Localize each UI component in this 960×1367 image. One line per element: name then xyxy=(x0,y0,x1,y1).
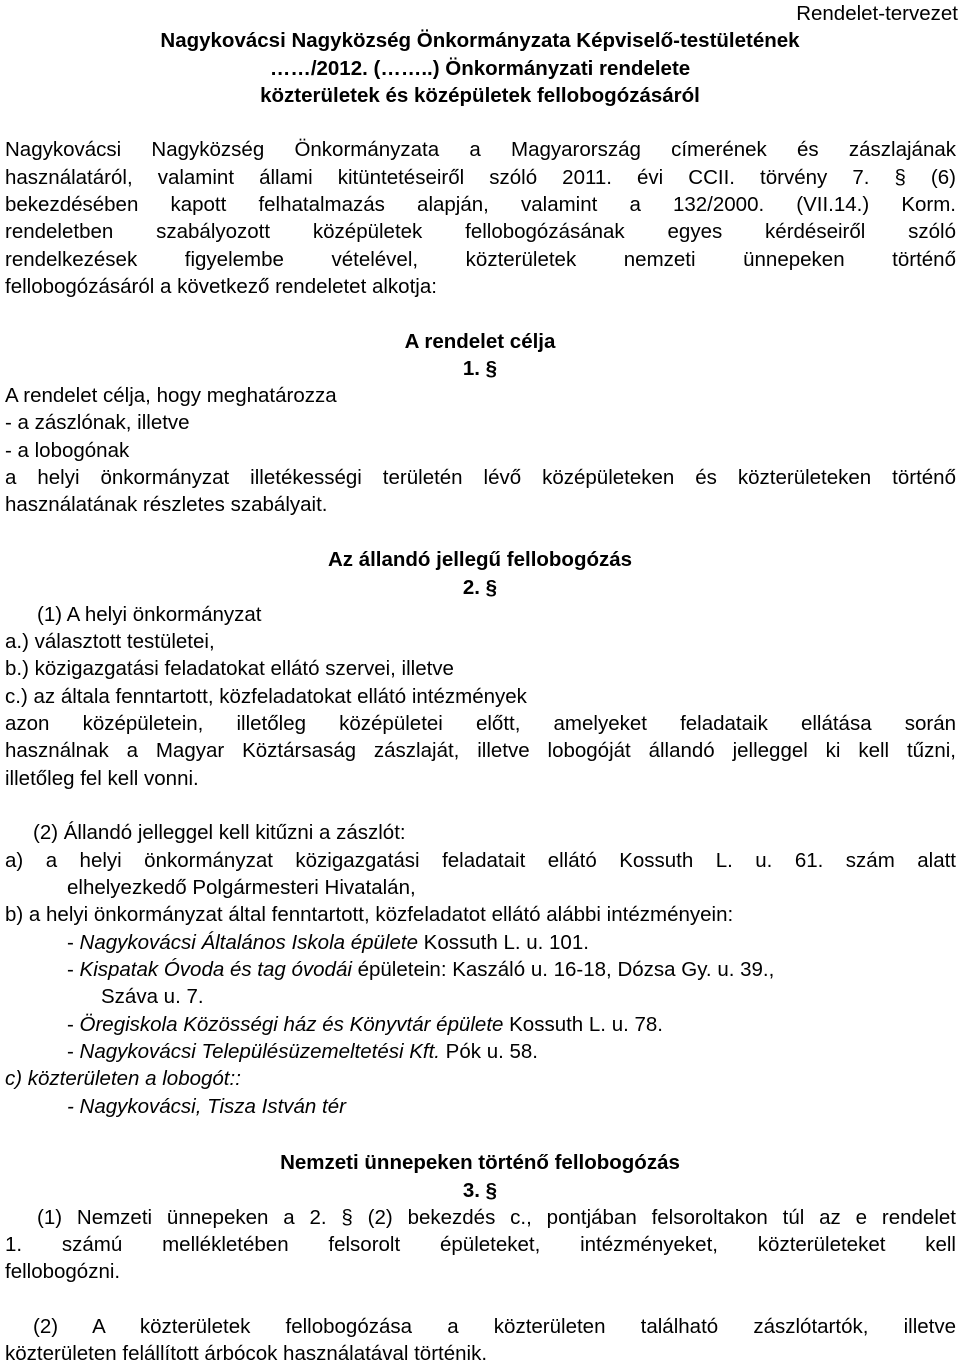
institution-address: Kossuth L. u. 78. xyxy=(503,1013,663,1036)
item-dash: - xyxy=(67,931,80,954)
section-number: 3. § xyxy=(462,1179,498,1202)
preamble-line: rendelkezések figyelembe vételével, közterületek nemzeti ünnepeken történő xyxy=(5,248,956,271)
institution-address: épületein: Kaszáló u. 16-18, Dózsa Gy. u. 39., xyxy=(351,958,775,981)
institution-item xyxy=(67,929,956,956)
list-item: a) a helyi önkormányzat közigazgatási feladatait ellátó Kossuth L. u. 61. szám alatt xyxy=(5,849,956,872)
body-line: 1. számú mellékletében felsorolt épületeket, intézményeket, közterületeket kell xyxy=(5,1233,956,1256)
body-line: közterületen felállított árbócok használatával történik. xyxy=(5,1342,488,1365)
paragraph-intro: (2) Állandó jelleggel kell kitűzni a zászlót: xyxy=(33,821,406,844)
section-heading: Az állandó jellegű fellobogózás xyxy=(327,548,633,571)
body-line: a helyi önkormányzat illetékességi területén lévő középületeken és közterületeken történő xyxy=(5,466,956,489)
draft-label: Rendelet-tervezet xyxy=(796,2,958,25)
institution-name: Nagykovácsi Településüzemeltetési Kft. xyxy=(79,1040,440,1063)
list-item: - Nagykovácsi, Tisza István tér xyxy=(67,1095,346,1118)
institution-item xyxy=(67,1038,956,1065)
institution-item xyxy=(67,1011,956,1038)
item-dash: - xyxy=(67,1013,80,1036)
section-intro: A rendelet célja, hogy meghatározza xyxy=(5,384,337,407)
document-title-line-3: közterületek és középületek fellobogózásáról xyxy=(260,84,700,107)
preamble-line: bekezdésében kapott felhatalmazás alapján, valamint a 132/2000. (VII.14.) Korm. xyxy=(5,193,956,216)
section-number: 1. § xyxy=(462,357,498,380)
item-dash: - xyxy=(67,958,80,981)
institution-name: Kispatak Óvoda és tag óvodái xyxy=(79,958,352,981)
institution-item xyxy=(67,956,955,983)
body-line: azon középületein, illetőleg középületei előtt, amelyeket feladataik ellátása során xyxy=(5,712,956,735)
institution-name: Öregiskola Közösségi ház és Könyvtár épülete xyxy=(79,1013,504,1036)
document-title-line-1: Nagykovácsi Nagyközség Önkormányzata Képviselő-testületének xyxy=(160,29,800,52)
body-line: illetőleg fel kell vonni. xyxy=(5,767,199,790)
body-line: használnak a Magyar Köztársaság zászlaját, illetve lobogóját állandó jelleggel ki kell tűzni, xyxy=(5,739,956,762)
item-dash: - xyxy=(67,1040,80,1063)
list-item: c) közterületen a lobogót:: xyxy=(5,1067,241,1090)
institution-item-continuation xyxy=(101,983,956,1010)
list-item: b) a helyi önkormányzat által fenntartott, közfeladatot ellátó alábbi intézményein: xyxy=(5,903,734,926)
document-title-line-2: ……/2012. (……..) Önkormányzati rendelete xyxy=(269,57,691,80)
list-item: b.) közigazgatási feladatokat ellátó szervei, illetve xyxy=(5,657,454,680)
body-line: fellobogózni. xyxy=(5,1260,121,1283)
paragraph-intro: (1) A helyi önkormányzat xyxy=(37,603,262,626)
list-item: - a zászlónak, illetve xyxy=(5,411,190,434)
institution-address: Kossuth L. u. 101. xyxy=(417,931,589,954)
section-heading: A rendelet célja xyxy=(404,330,556,353)
institution-name: Nagykovácsi Általános Iskola épülete xyxy=(79,931,418,954)
list-item: c.) az általa fenntartott, közfeladatokat ellátó intézmények xyxy=(5,685,527,708)
preamble-line: Nagykovácsi Nagyközség Önkormányzata a Magyarország címerének és zászlajának xyxy=(5,138,956,161)
preamble-line: használatáról, valamint állami kitüntetéseiről szóló 2011. évi CCII. törvény 7. § (6) xyxy=(5,166,956,189)
body-line: (1) Nemzeti ünnepeken a 2. § (2) bekezdés c., pontjában felsoroltakon túl az e rendelet xyxy=(37,1206,956,1229)
list-item: - a lobogónak xyxy=(5,439,130,462)
section-number: 2. § xyxy=(462,576,498,599)
institution-address: Száva u. 7. xyxy=(101,985,204,1008)
body-line: (2) A közterületek fellobogózása a közterületen található zászlótartók, illetve xyxy=(33,1315,956,1338)
preamble-line: rendeletben szabályozott középületek fellobogózásának egyes kérdéseiről szóló xyxy=(5,220,956,243)
preamble-line: fellobogózásáról a következő rendeletet alkotja: xyxy=(5,275,437,298)
list-item-continuation: elhelyezkedő Polgármesteri Hivatalán, xyxy=(67,876,416,899)
section-heading: Nemzeti ünnepeken történő fellobogózás xyxy=(280,1151,680,1174)
body-line: használatának részletes szabályait. xyxy=(5,493,328,516)
institution-address: Pók u. 58. xyxy=(439,1040,538,1063)
list-item: a.) választott testületei, xyxy=(5,630,215,653)
